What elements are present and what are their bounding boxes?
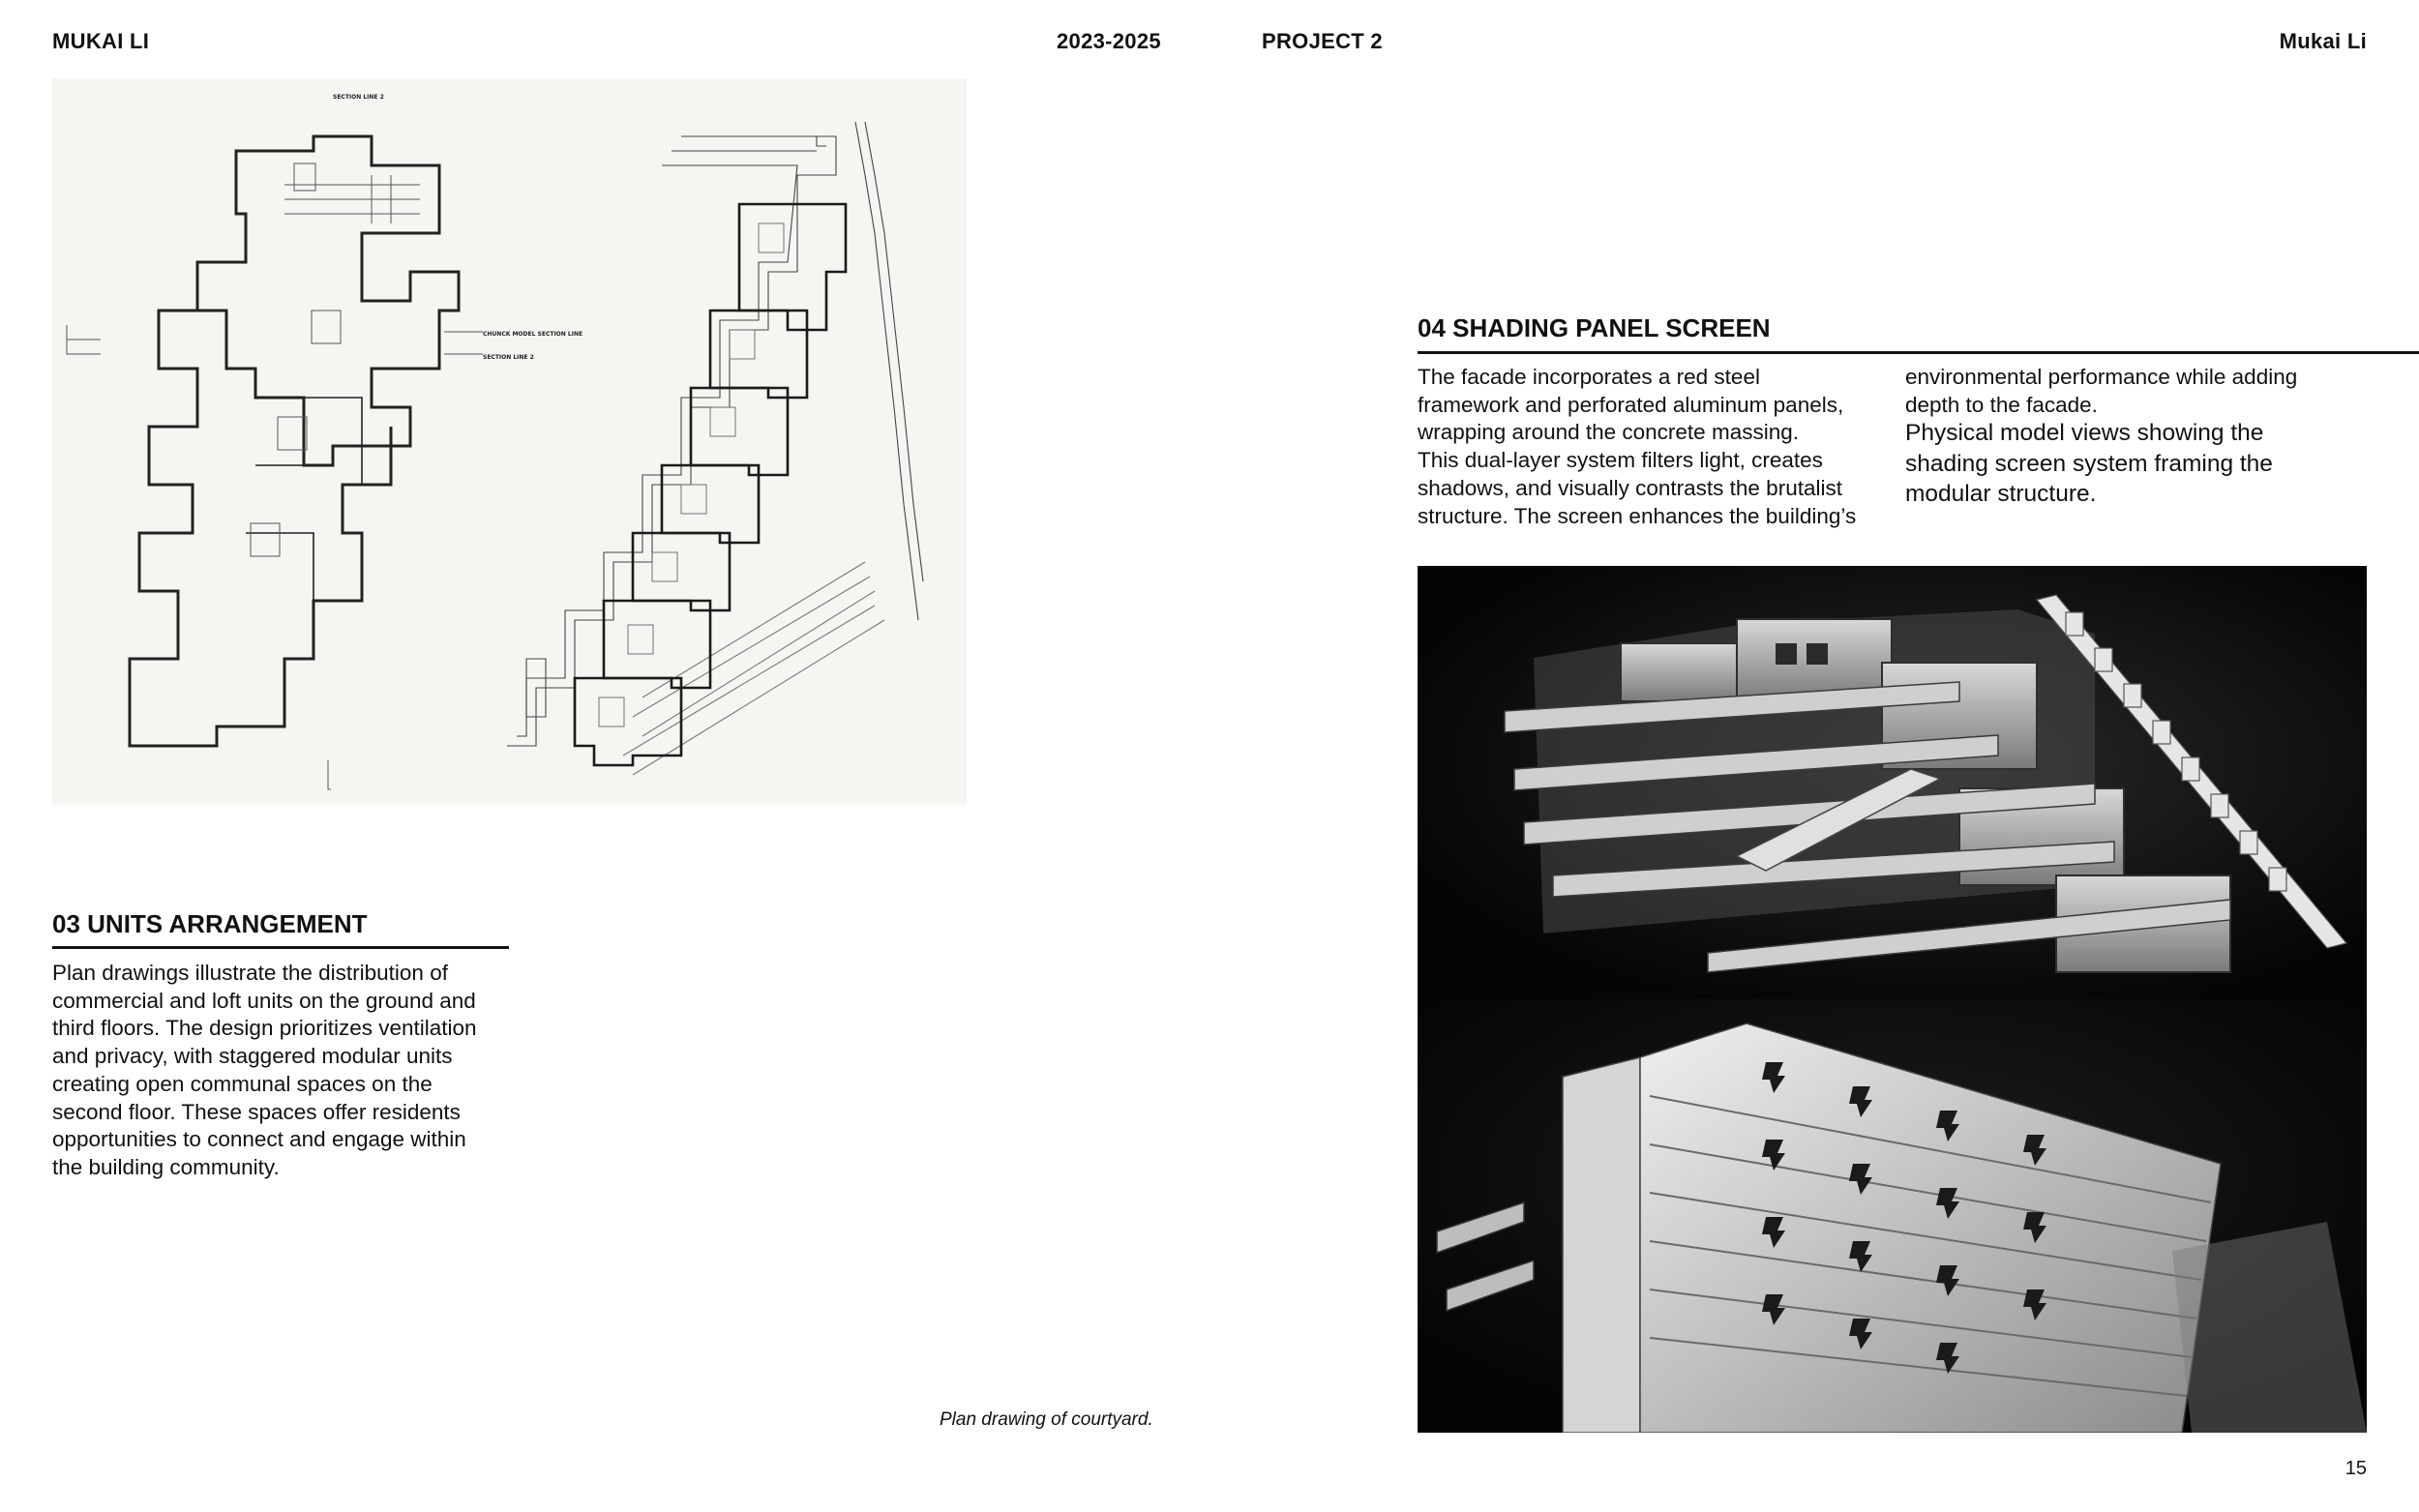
label-section-line-top: SECTION LINE 2 (333, 94, 384, 101)
section-04-rule (1418, 351, 2419, 354)
model-window-2 (1807, 643, 1828, 665)
plan-caption: Plan drawing of courtyard. (940, 1409, 1153, 1430)
unit-fixture-4 (681, 485, 706, 514)
screen-fin-1 (2066, 612, 2083, 636)
model-block-1 (1621, 643, 1737, 701)
model-tower (1563, 1057, 1640, 1433)
unit-fixture-6 (628, 625, 653, 654)
section-04-body-col2: environmental performance while adding depth to the facade. (1905, 365, 2298, 417)
unit-6 (604, 601, 710, 688)
screen-fin-8 (2269, 868, 2286, 891)
unit-fixture-2 (730, 330, 755, 359)
plan-left-hatch (284, 175, 420, 223)
plan-left-upper (197, 136, 459, 465)
page-number: 15 (2344, 1458, 2367, 1479)
section-03-rule (52, 946, 509, 949)
plan-room-4 (251, 523, 280, 556)
plan-right-ramps (623, 562, 884, 775)
label-section-line-mid: SECTION LINE 2 (483, 354, 534, 361)
unit-4 (662, 465, 759, 543)
plan-room-2 (312, 311, 341, 343)
unit-2 (710, 311, 807, 398)
header-years: 2023-2025 (1057, 29, 1161, 53)
plan-right-stair-top (797, 136, 826, 146)
plan-section-leaders (444, 332, 483, 354)
unit-fixture-7 (599, 697, 624, 726)
plan-room-1 (294, 163, 315, 191)
unit-fixture-1 (759, 223, 784, 252)
plan-drawing (52, 78, 967, 805)
unit-3 (691, 388, 788, 475)
plan-right-rail-1 (855, 122, 918, 620)
screen-fin-2 (2095, 648, 2112, 671)
plan-right-rail-2 (865, 122, 923, 581)
plan-left-lower (130, 311, 391, 746)
unit-5 (633, 533, 730, 610)
model-photo-top-svg (1418, 566, 2367, 999)
section-03-title: 03 UNITS ARRANGEMENT (52, 909, 368, 938)
header-author: MUKAI LI (52, 29, 150, 53)
section-04-title: 04 SHADING PANEL SCREEN (1418, 313, 1771, 342)
screen-fin-4 (2153, 721, 2170, 744)
section-04-photo-note: Physical model views showing the shading screen system framing the modular structure. (1905, 420, 2273, 507)
model-photo-top (1418, 566, 2367, 999)
screen-fin-5 (2182, 757, 2199, 781)
unit-fixture-3 (710, 407, 735, 436)
section-03-body: Plan drawings illustrate the distribution of commercial and loft units on the ground and third floors. The design prioritizes ventilation and privacy, with staggered modular units creating open communal spaces on the second floor. These spaces offer residents opportunities to connect and engage within the building community. (52, 961, 477, 1179)
unit-fixture-5 (652, 552, 677, 581)
plan-right-outer-2 (517, 151, 817, 736)
header-project: PROJECT 2 (1262, 29, 1383, 53)
section-04-body-col1: The facade incorporates a red steel framework and perforated aluminum panels, wrapping around the concrete massing. This dual-layer system filters light, creates shadows, and visually contrasts the brutalist structure. The screen enhances the building’s (1418, 365, 1857, 528)
screen-fin-6 (2211, 794, 2228, 817)
label-chunk-section: CHUNCK MODEL SECTION LINE (483, 331, 583, 338)
screen-fin-7 (2240, 831, 2257, 854)
screen-fin-3 (2124, 684, 2141, 707)
model-photo-bottom (1418, 999, 2367, 1433)
plan-drawing-svg (52, 78, 967, 805)
header-name: Mukai Li (2279, 29, 2367, 53)
model-photo-bottom-svg (1418, 999, 2367, 1433)
model-window-1 (1776, 643, 1797, 665)
